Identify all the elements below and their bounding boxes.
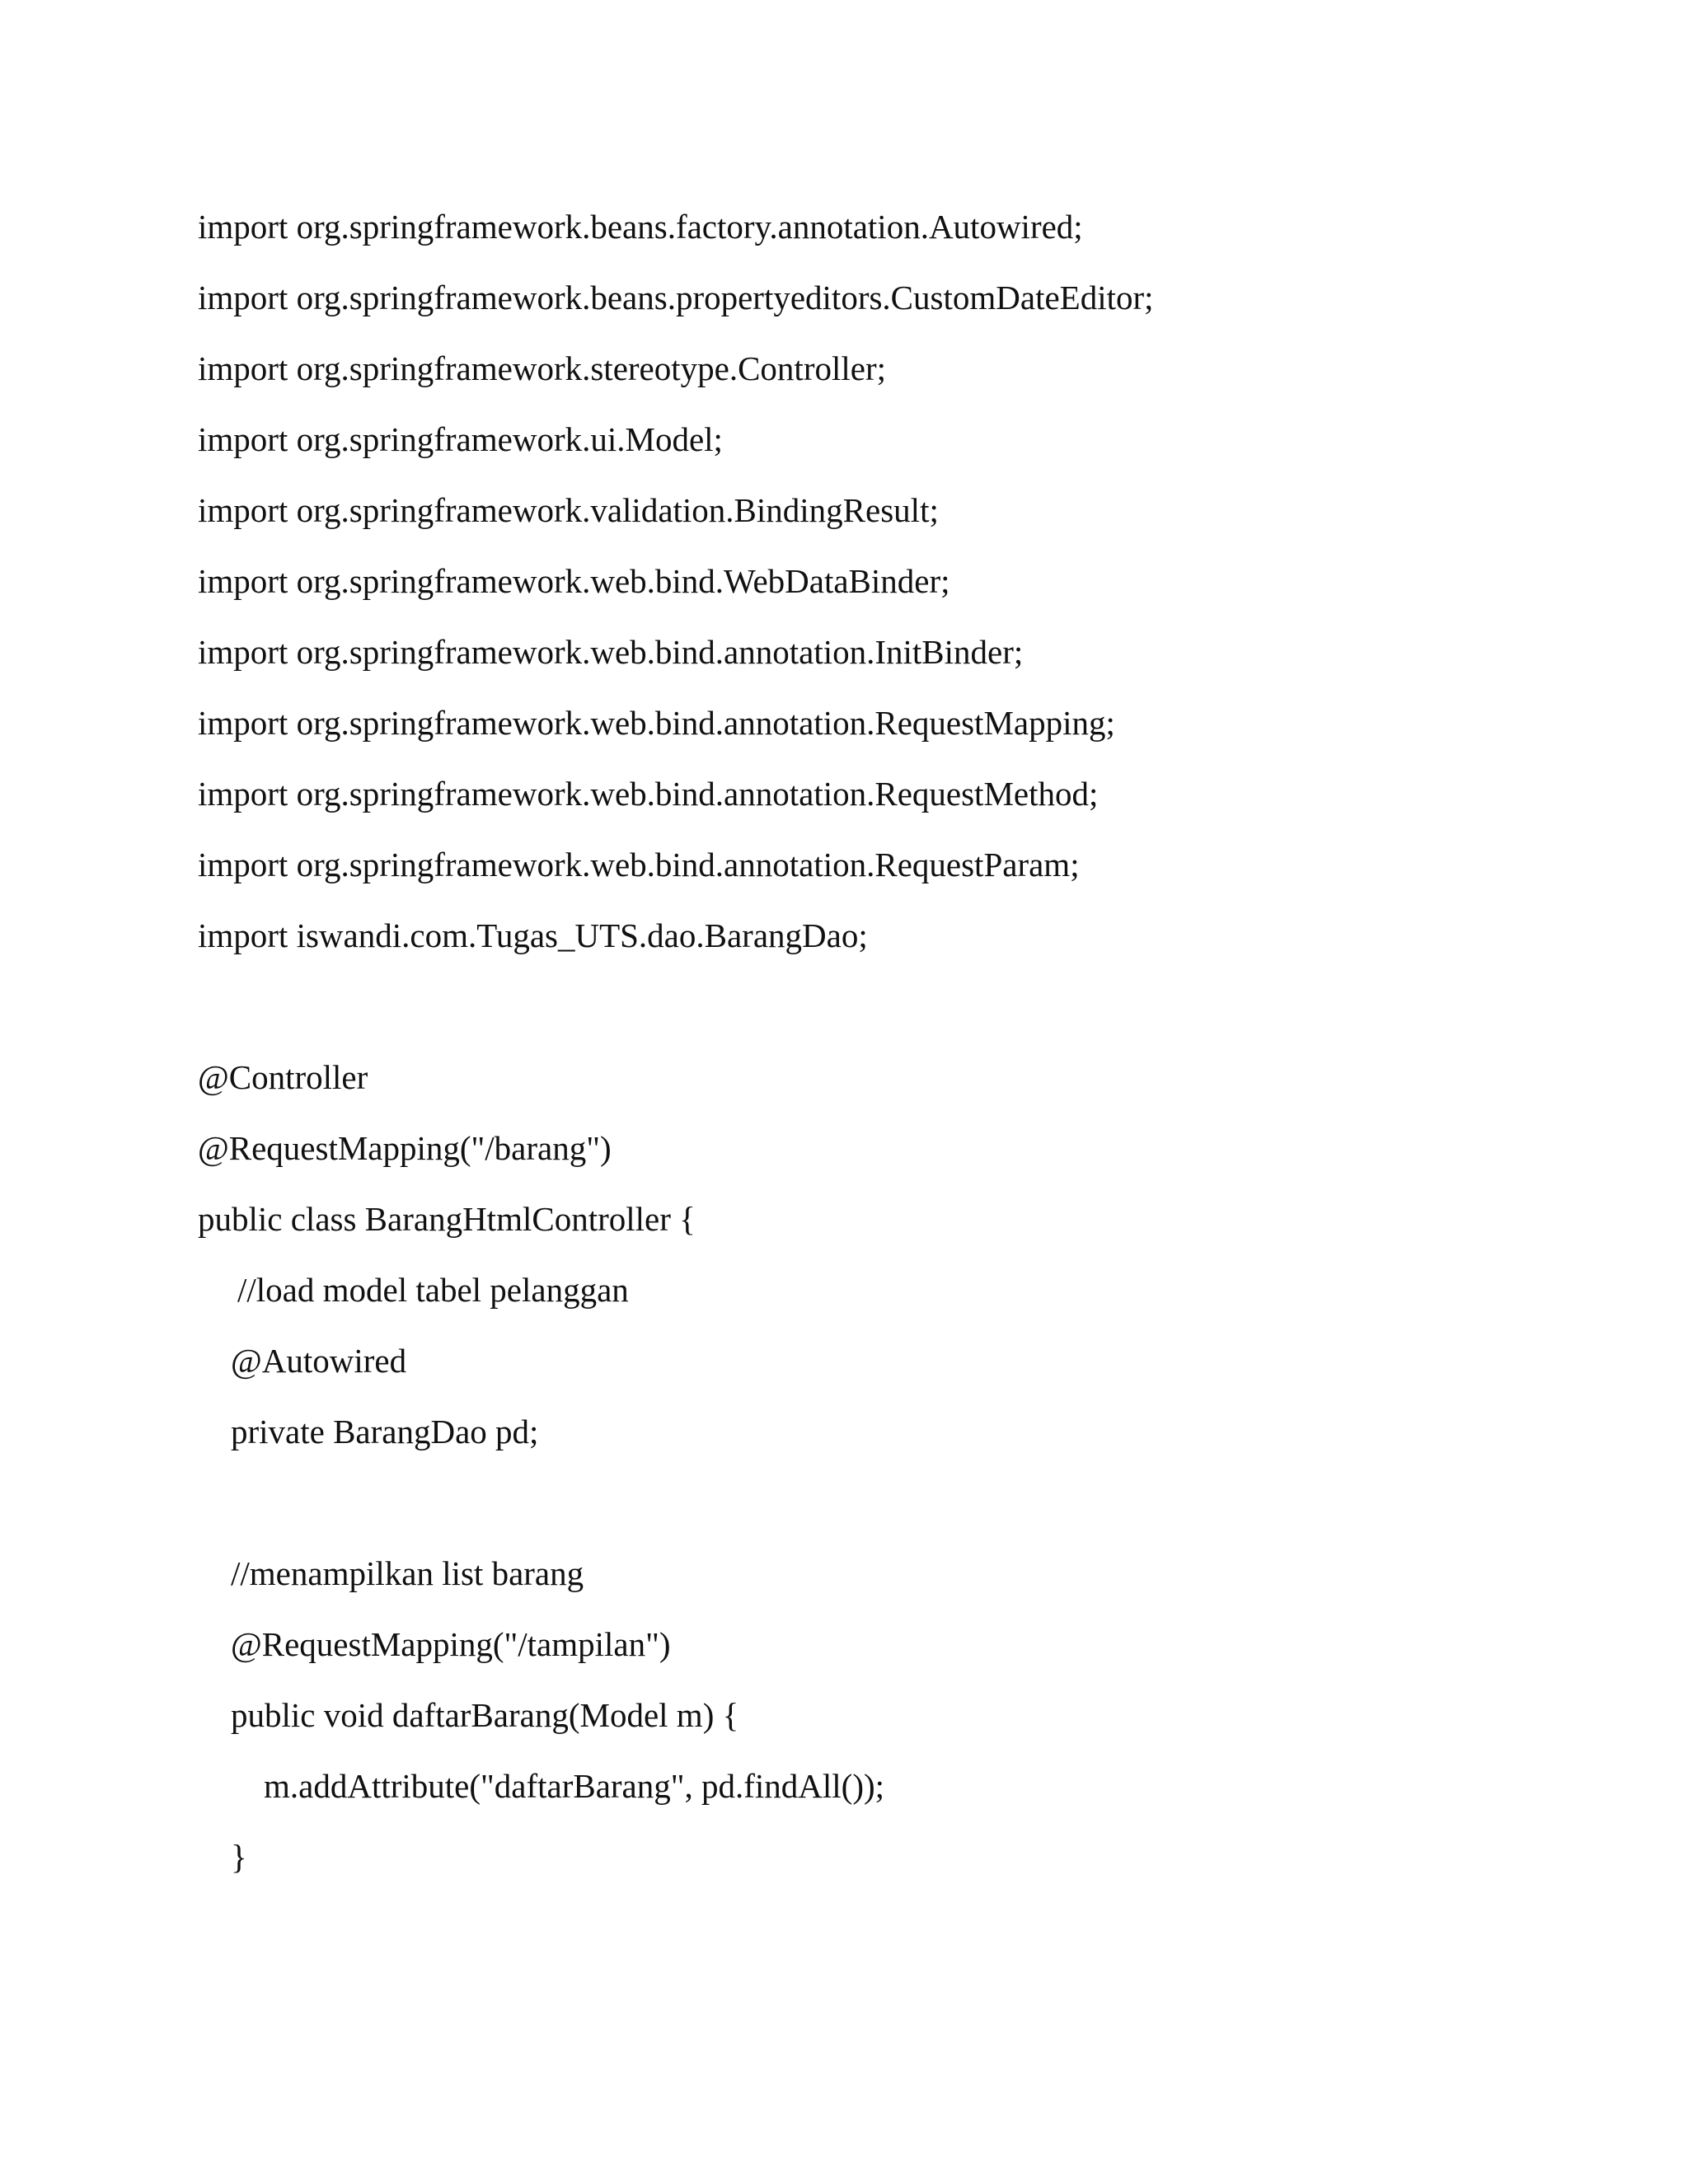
code-line: import org.springframework.web.bind.annotation.RequestMapping; [198, 704, 1115, 742]
code-line: import org.springframework.beans.factory.annotation.Autowired; [198, 208, 1083, 246]
code-line: public void daftarBarang(Model m) { [231, 1696, 739, 1734]
code-line: import iswandi.com.Tugas_UTS.dao.BarangDao; [198, 916, 868, 954]
code-line: @Autowired [231, 1342, 407, 1380]
code-line: import org.springframework.web.bind.annotation.RequestParam; [198, 846, 1080, 883]
code-line: import org.springframework.web.bind.annotation.InitBinder; [198, 633, 1024, 671]
code-line: @RequestMapping("/barang") [198, 1129, 612, 1167]
code-comment-line: //load model tabel pelanggan [237, 1271, 629, 1309]
blank-line [198, 971, 1615, 1042]
code-line: @RequestMapping("/tampilan") [231, 1625, 671, 1663]
code-line: import org.springframework.ui.Model; [198, 420, 723, 458]
code-line: import org.springframework.validation.BindingResult; [198, 491, 939, 529]
code-comment-line: //menampilkan list barang [231, 1554, 584, 1592]
code-line: @Controller [198, 1058, 368, 1096]
code-line: import org.springframework.web.bind.WebDataBinder; [198, 562, 950, 600]
code-line: } [231, 1838, 247, 1876]
code-line: private BarangDao pd; [231, 1413, 539, 1451]
code-line: import org.springframework.web.bind.annotation.RequestMethod; [198, 775, 1099, 813]
blank-line [198, 1467, 1615, 1538]
code-line: import org.springframework.stereotype.Controller; [198, 349, 886, 387]
code-line: m.addAttribute("daftarBarang", pd.findAll()); [264, 1767, 885, 1805]
code-listing [198, 191, 1615, 1892]
code-line: import org.springframework.beans.propertyeditors.CustomDateEditor; [198, 279, 1154, 316]
code-line: public class BarangHtmlController { [198, 1200, 696, 1238]
